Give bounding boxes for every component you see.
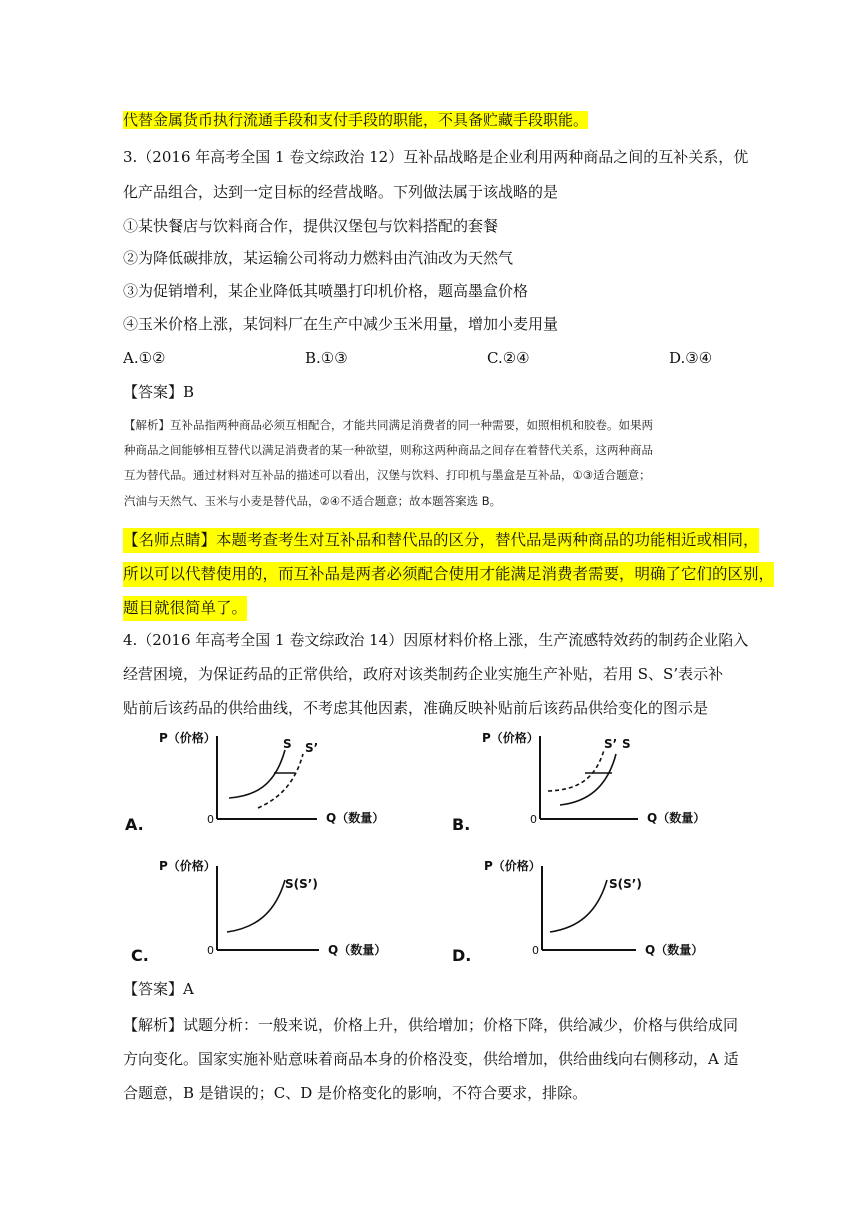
q3-analysis-line4: 汽油与天然气、玉米与小麦是替代品，②④不适合题意；故本题答案选 B。 xyxy=(124,494,502,508)
graph-a-label-s: S xyxy=(283,737,292,751)
q3-item3: ③为促销增利，某企业降低其喷墨打印机价格，题高墨盒价格 xyxy=(123,282,529,300)
graph-b-letter: B. xyxy=(452,815,471,834)
graph-b-curve-s-prime xyxy=(548,750,604,791)
graph-c-origin: 0 xyxy=(207,944,214,957)
graph-b xyxy=(452,728,772,838)
q3-answer: 【答案】B xyxy=(123,383,195,401)
graph-a-y-label: P（价格） xyxy=(159,731,216,745)
q4-stem-line3: 贴前后该药品的供给曲线，不考虑其他因素，准确反映补贴前后该药品供给变化的图示是 xyxy=(123,699,709,717)
q3-item4: ④玉米价格上涨，某饲料厂在生产中减少玉米用量，增加小麦用量 xyxy=(123,315,559,333)
graph-d-letter: D. xyxy=(452,946,472,965)
graph-d-y-label: P（价格） xyxy=(484,859,541,873)
graph-a-label-s-prime: S’ xyxy=(305,741,319,755)
q4-analysis-line2: 方向变化。国家实施补贴意味着商品本身的价格没变，供给增加，供给曲线向右侧移动，A 适 xyxy=(123,1050,739,1068)
graph-b-label-s-prime: S’ xyxy=(604,737,618,751)
q3-analysis-line3: 互为替代品。通过材料对互补品的描述可以看出，汉堡与饮料、打印机与墨盒是互补品，①③适合题意； xyxy=(124,468,651,482)
graph-a-curve-s xyxy=(229,750,285,798)
graph-b-x-label: Q（数量） xyxy=(647,811,706,825)
q3-stem-line1: 3.（2016 年高考全国 1 卷文综政治 12）互补品战略是企业利用两种商品之间的互补关系，优 xyxy=(123,148,749,166)
graph-d-curve xyxy=(550,880,607,932)
q3-stem-line2: 化产品组合，达到一定目标的经营战略。下列做法属于该战略的是 xyxy=(123,183,559,201)
q3-analysis-line2: 种商品之间能够相互替代以满足消费者的某一种欲望，则称这两种商品之间存在着替代关系，这两种商品 xyxy=(124,443,653,457)
q3-item1: ①某快餐店与饮料商合作，提供汉堡包与饮料搭配的套餐 xyxy=(123,217,499,235)
graph-a-letter: A. xyxy=(125,815,144,834)
q3-option-b: B.①③ xyxy=(305,349,348,367)
graph-c-letter: C. xyxy=(131,946,149,965)
graph-c-x-label: Q（数量） xyxy=(328,943,387,957)
graph-a-x-label: Q（数量） xyxy=(326,811,385,825)
q4-answer: 【答案】A xyxy=(123,980,194,998)
q3-note-line1: 【名师点睛】本题考查考生对互补品和替代品的区分，替代品是两种商品的功能相近或相同， xyxy=(123,528,759,553)
graph-b-y-label: P（价格） xyxy=(482,731,539,745)
q3-option-c: C.②④ xyxy=(487,349,530,367)
q3-analysis-line1: 【解析】互补品指两种商品必须互相配合，才能共同满足消费者的同一种需要，如照相机和胶卷。如果两 xyxy=(124,418,653,432)
graph-c-curve xyxy=(227,880,285,932)
top-highlight-line xyxy=(123,108,588,132)
q4-stem-line2: 经营困境，为保证药品的正常供给，政府对该类制药企业实施生产补贴，若用 S、S’表示补 xyxy=(123,665,724,683)
q3-option-d: D.③④ xyxy=(669,349,713,367)
graph-d-curve-label: S(S’) xyxy=(609,877,642,891)
top-highlight-text: 代替金属货币执行流通手段和支付手段的职能，不具备贮藏手段职能。 xyxy=(123,111,589,129)
graph-c-y-label: P（价格） xyxy=(159,859,216,873)
graph-c xyxy=(125,856,445,966)
graph-b-label-s: S xyxy=(622,737,631,751)
q3-teacher-note xyxy=(123,523,775,625)
q3-option-a: A.①② xyxy=(123,349,166,367)
graph-d-origin: 0 xyxy=(532,944,539,957)
q3-note-line3: 题目就很简单了。 xyxy=(123,596,247,621)
graph-a-origin: 0 xyxy=(207,813,214,826)
graph-b-origin: 0 xyxy=(530,813,537,826)
q4-analysis-line1: 【解析】试题分析：一般来说，价格上升，供给增加；价格下降，供给减少，价格与供给成同 xyxy=(123,1016,739,1034)
graph-a xyxy=(125,728,445,838)
graph-d xyxy=(452,856,772,966)
q3-item2: ②为降低碳排放，某运输公司将动力燃料由汽油改为天然气 xyxy=(123,249,514,267)
q4-analysis-line3: 合题意，B 是错误的；C、D 是价格变化的影响，不符合要求，排除。 xyxy=(123,1084,588,1102)
graph-d-x-label: Q（数量） xyxy=(645,943,704,957)
graph-c-curve-label: S(S’) xyxy=(285,877,318,891)
q4-stem-line1: 4.（2016 年高考全国 1 卷文综政治 14）因原材料价格上涨，生产流感特效药的制药企业陷入 xyxy=(123,631,749,649)
q3-note-line2: 所以可以代替使用的，而互补品是两者必须配合使用才能满足消费者需要，明确了它们的区别， xyxy=(123,562,774,587)
graph-b-curve-s xyxy=(560,754,616,805)
